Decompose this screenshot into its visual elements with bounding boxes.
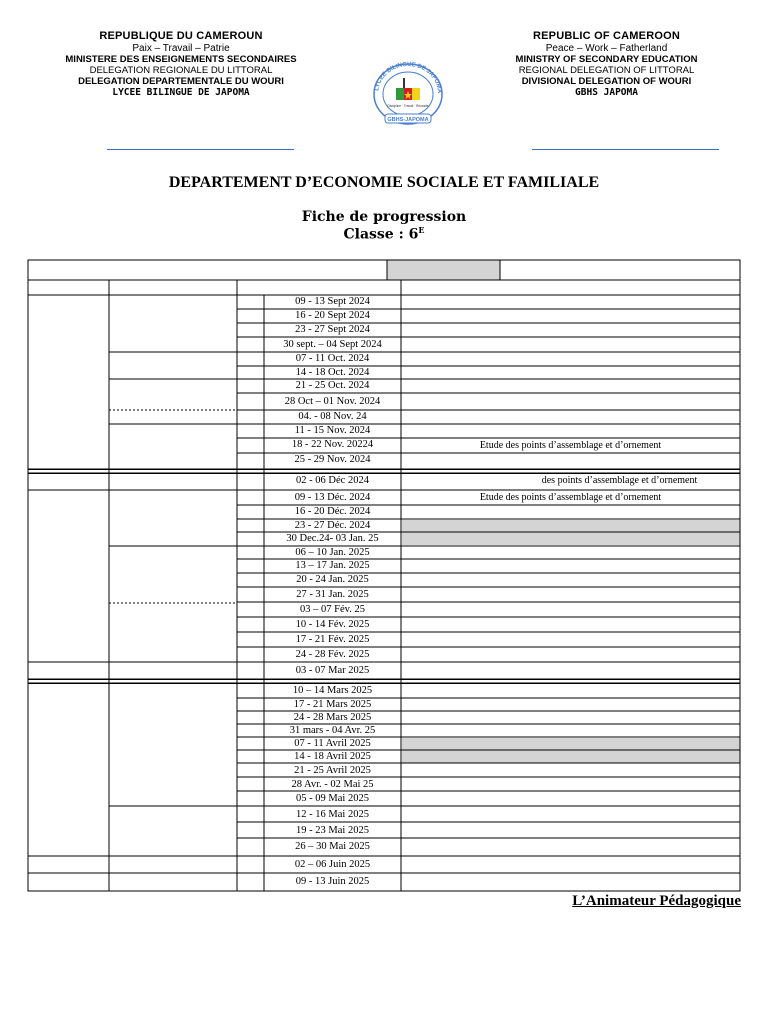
country-en: REPUBLIC OF CAMEROON	[533, 30, 680, 42]
week-date: 09 - 13 Juin 2025	[295, 876, 370, 887]
week-date: 14 - 18 Avril 2025	[294, 751, 371, 762]
ministry-fr: MINISTERE DES ENSEIGNEMENTS SECONDAIRES	[65, 54, 297, 65]
motto-en: Peace – Work – Fatherland	[545, 43, 668, 54]
week-date: 18 - 22 Nov. 20224	[291, 439, 374, 450]
week-date: 07 - 11 Oct. 2024	[295, 353, 370, 364]
week-date: 17 - 21 Fév. 2025	[295, 634, 370, 645]
signature-label: L’Animateur Pédagogique	[572, 893, 741, 909]
lesson-note: Etude des points d’assemblage et d’ornement	[479, 492, 662, 503]
week-date: 04. - 08 Nov. 24	[298, 411, 367, 422]
week-date: 21 - 25 Oct. 2024	[295, 380, 370, 391]
week-date: 10 - 14 Fév. 2025	[295, 619, 370, 630]
week-date: 07 - 11 Avril 2025	[294, 738, 371, 749]
week-date: 12 - 16 Mai 2025	[296, 809, 369, 820]
class-prefix: Classe : 6	[343, 226, 419, 243]
document-subtitle: Fiche de progression	[301, 209, 467, 225]
week-date: 27 - 31 Jan. 2025	[296, 589, 369, 600]
lesson-note: des points d’assemblage et d’ornement	[541, 475, 698, 486]
regional-en: REGIONAL DELEGATION OF LITTORAL	[518, 65, 695, 76]
week-date: 02 – 06 Juin 2025	[294, 859, 371, 870]
week-date: 30 sept. – 04 Sept 2024	[283, 339, 382, 350]
week-date: 26 – 30 Mai 2025	[295, 841, 370, 852]
divisional-en: DIVISIONAL DELEGATION OF WOURI	[521, 76, 692, 87]
regional-fr: DELEGATION REGIONALE DU LITTORAL	[89, 65, 273, 76]
week-date: 10 – 14 Mars 2025	[292, 685, 373, 696]
week-date: 05 - 09 Mai 2025	[296, 793, 369, 804]
motto-fr: Paix – Travail – Patrie	[132, 43, 230, 54]
week-date: 02 - 06 Déc 2024	[296, 475, 369, 486]
week-date: 24 - 28 Mars 2025	[293, 712, 372, 723]
week-date: 06 – 10 Jan. 2025	[295, 547, 370, 558]
week-date: 03 - 07 Mar 2025	[295, 665, 370, 676]
week-date: 09 - 13 Déc. 2024	[294, 492, 371, 503]
week-date: 23 - 27 Déc. 2024	[294, 520, 371, 531]
week-date: 16 - 20 Déc. 2024	[294, 506, 371, 517]
logo-motto: Discipline · Travail · Réussite	[387, 104, 429, 108]
week-date: 14 - 18 Oct. 2024	[295, 367, 370, 378]
week-date: 31 mars - 04 Avr. 25	[289, 725, 376, 736]
week-date: 28 Oct – 01 Nov. 2024	[284, 396, 381, 407]
week-date: 21 - 25 Avril 2025	[294, 765, 371, 776]
header-shaded-cell	[387, 260, 500, 280]
logo-banner: GBHS-JAPOMA	[387, 117, 429, 123]
logo-ring-text: LYCEE BILINGUE DE JAPOMA	[374, 61, 443, 94]
week-date: 24 - 28 Fév. 2025	[295, 649, 370, 660]
school-en: GBHS JAPOMA	[575, 87, 638, 98]
document-title: DEPARTEMENT D’ECONOMIE SOCIALE ET FAMILIALE	[168, 174, 600, 191]
lesson-note: Etude des points d’assemblage et d’ornement	[479, 440, 662, 451]
ministry-en: MINISTRY OF SECONDARY EDUCATION	[515, 54, 698, 65]
week-date: 30 Dec.24- 03 Jan. 25	[286, 533, 379, 544]
week-date: 03 – 07 Fév. 25	[300, 604, 365, 615]
country-fr: REPUBLIQUE DU CAMEROUN	[99, 30, 263, 42]
school-fr: LYCEE BILINGUE DE JAPOMA	[112, 87, 250, 98]
week-date: 11 - 15 Nov. 2024	[294, 425, 371, 436]
week-date: 17 - 21 Mars 2025	[293, 699, 372, 710]
class-sup: E	[418, 225, 425, 235]
divisional-fr: DELEGATION DEPARTEMENTALE DU WOURI	[78, 76, 284, 87]
week-date: 23 - 27 Sept 2024	[295, 324, 370, 335]
week-date: 13 – 17 Jan. 2025	[295, 560, 370, 571]
week-date: 25 - 29 Nov. 2024	[294, 454, 371, 465]
week-date: 09 - 13 Sept 2024	[295, 296, 370, 307]
week-date: 19 - 23 Mai 2025	[296, 825, 369, 836]
week-date: 28 Avr. - 02 Mai 25	[291, 779, 374, 790]
week-date: 16 - 20 Sept 2024	[295, 310, 370, 321]
week-date: 20 - 24 Jan. 2025	[296, 574, 369, 585]
